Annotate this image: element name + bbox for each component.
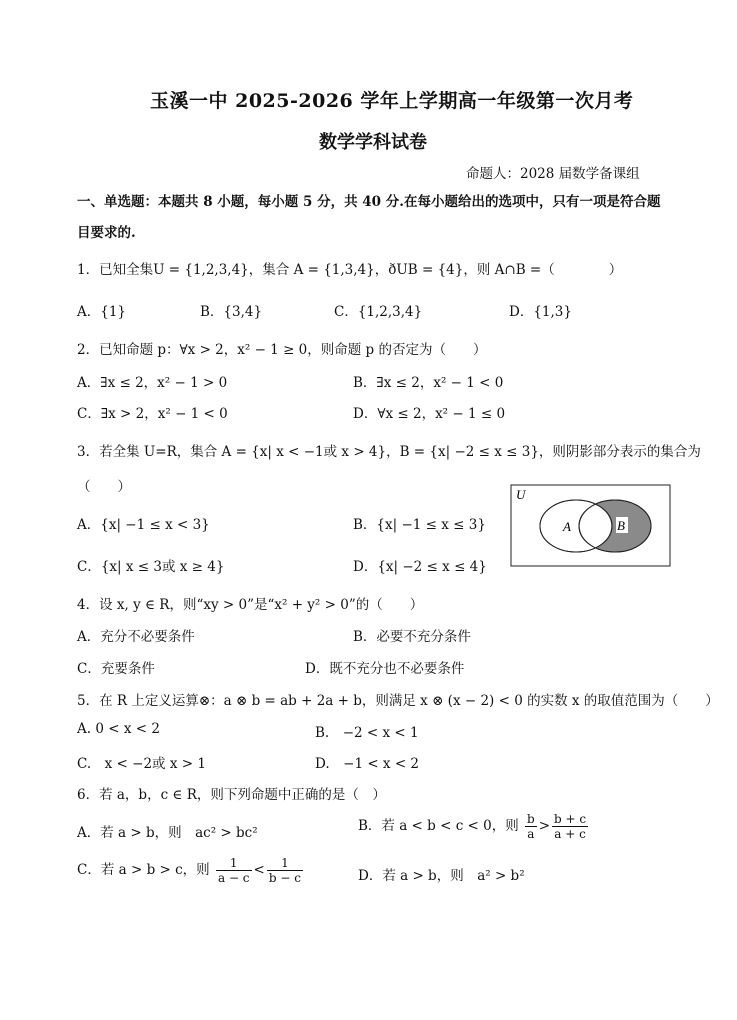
q6-b-f1-num: b [527, 812, 535, 826]
q6-option-b [358, 812, 590, 841]
question-1-stem [77, 258, 622, 278]
venn-label-b: B [617, 518, 625, 533]
q6-c-operator: < [253, 862, 265, 878]
q4-option-b: B．必要不充分条件 [353, 629, 471, 645]
q1-option-b: B．{3,4} [200, 304, 263, 320]
q1-stem-b: U = {1,2,3,4}，集合 A = {1,3,4}， [153, 262, 389, 278]
venn-diagram [510, 484, 672, 568]
exam-title: 玉溪一中 2025-2026 学年上学期高一年级第一次月考 [150, 90, 634, 112]
q4-option-a: A．充分不必要条件 [77, 629, 195, 645]
q3-option-d: D．{x| −2 ≤ x ≤ 4} [353, 559, 487, 575]
question-6-stem: 6．若 a，b，c ∈ R，则下列命题中正确的是（ ） [77, 787, 386, 803]
q1-stem-c: ðUB = {4}，则 A∩B =（ ） [388, 262, 623, 278]
question-5-stem: 5．在 R 上定义运算⊗：a ⊗ b = ab + 2a + b，则满足 x ⊗ (x − 2) < 0 的实数 x 的取值范围为（ ） [77, 693, 719, 709]
q6-b-fraction-1 [525, 812, 537, 841]
q6-c-f1-num: 1 [216, 856, 252, 871]
q5-option-c: C. x < −2或 x > 1 [77, 756, 206, 772]
q6-option-d: D．若 a > b，则 a² > b² [358, 868, 525, 884]
q6-c-f2-num: 1 [267, 856, 303, 871]
q6-option-c [77, 856, 305, 885]
q1-option-c: C．{1,2,3,4} [334, 304, 423, 320]
q6-option-a: A．若 a > b，则 ac² > bc² [77, 825, 258, 841]
q6-c-fraction-1 [216, 856, 252, 885]
q3-option-c: C．{x| x ≤ 3或 x ≥ 4} [77, 559, 225, 575]
exam-subtitle: 数学学科试卷 [319, 132, 427, 153]
q2-option-a: A．∃x ≤ 2，x² − 1 > 0 [77, 375, 228, 391]
q1-option-a: A．{1} [77, 304, 127, 320]
q6-c-f1-den: a − c [217, 871, 250, 885]
question-2-stem: 2．已知命题 p：∀x > 2，x² − 1 ≥ 0，则命题 p 的否定为（ ） [77, 342, 487, 358]
q2-option-d: D．∀x ≤ 2，x² − 1 ≤ 0 [353, 406, 506, 422]
question-4-stem: 4．设 x, y ∈ R，则“xy > 0”是“x² + y² > 0”的（ ） [77, 597, 424, 613]
q6-b-prefix: B．若 a < b < c < 0，则 [358, 818, 519, 834]
q4-option-c: C．充要条件 [77, 661, 155, 677]
q6-c-f2-den: b − c [268, 871, 301, 885]
q6-b-operator: > [538, 818, 551, 834]
q6-b-fraction-2 [552, 812, 588, 841]
q6-c-fraction-2 [267, 856, 303, 885]
q4-option-d: D．既不充分也不必要条件 [305, 661, 465, 677]
q6-b-f2-den: a + c [554, 827, 586, 841]
q3-answer-paren: （ ） [77, 479, 131, 495]
q6-c-prefix: C．若 a > b > c，则 [77, 862, 210, 878]
question-3-stem: 3．若全集 U=R，集合 A = {x| x < −1或 x > 4}，B = {x| −2 ≤ x ≤ 3}，则阴影部分表示的集合为 [77, 444, 701, 460]
q5-option-a: A. 0 < x < 2 [77, 721, 160, 737]
venn-label-u: U [516, 487, 526, 502]
q2-option-b: B．∃x ≤ 2，x² − 1 < 0 [353, 375, 504, 391]
q2-option-c: C．∃x > 2，x² − 1 < 0 [77, 406, 228, 422]
exam-setter: 命题人：2028 届数学备课组 [466, 166, 640, 182]
q5-option-d: D. −1 < x < 2 [315, 756, 420, 772]
q6-b-f1-den: a [527, 827, 535, 841]
q1-stem-a: 1．已知全集 [77, 262, 154, 278]
section-instructions-line2: 目要求的. [77, 225, 136, 241]
q6-b-f2-num: b + c [554, 812, 587, 826]
q5-option-b: B. −2 < x < 1 [315, 725, 419, 741]
section-instructions-line1: 一、单选题：本题共 8 小题，每小题 5 分，共 40 分.在每小题给出的选项中，只有一项是符合题 [77, 194, 661, 210]
venn-label-a: A [563, 519, 571, 534]
q3-option-b: B．{x| −1 ≤ x ≤ 3} [353, 517, 486, 533]
q3-option-a: A．{x| −1 ≤ x < 3} [77, 517, 210, 533]
q1-option-d: D．{1,3} [509, 304, 572, 320]
